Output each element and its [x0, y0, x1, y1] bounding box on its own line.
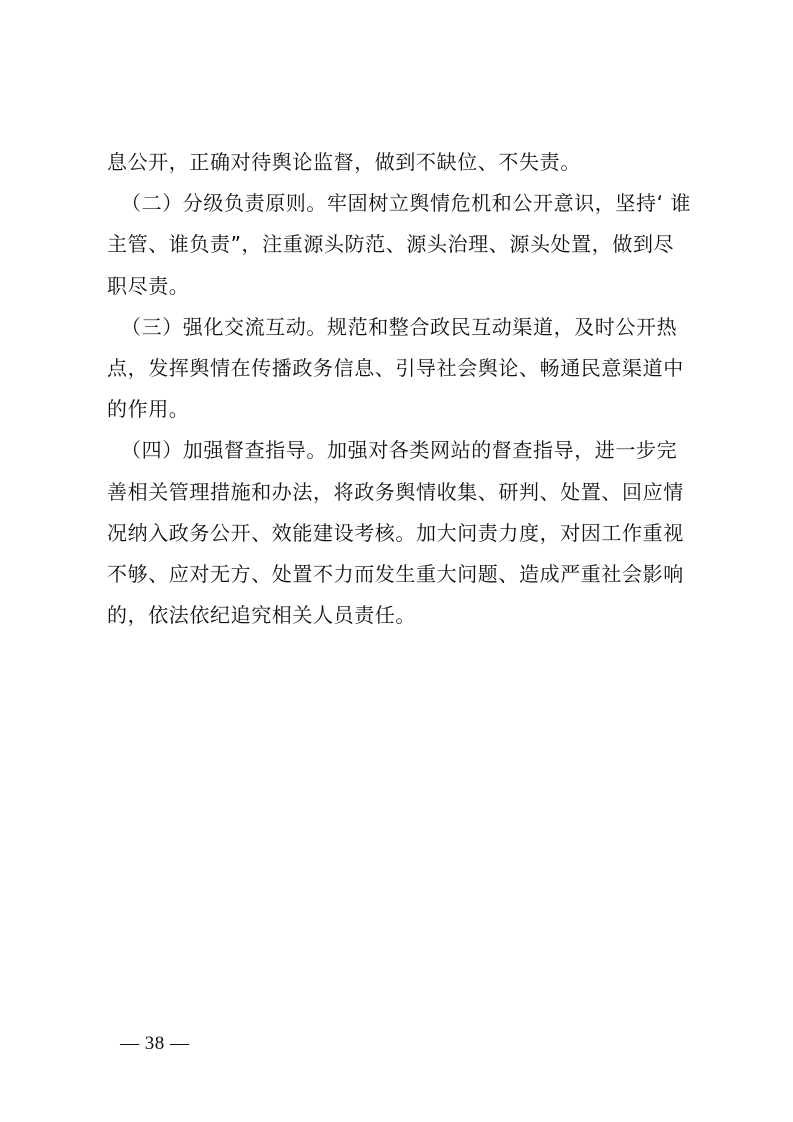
text-line-12: 的，依法依纪追究相关人员责任。 — [107, 603, 416, 628]
text-line-5: （三）强化交流互动。规范和整合政民互动渠道，及时公开热 — [121, 314, 678, 339]
text-line-2: （二）分级负责原则。牢固树立舆情危机和公开意识，坚持‘ 谁 — [121, 191, 692, 216]
text-line-6: 点，发挥舆情在传播政务信息、引导社会舆论、畅通民意渠道中 — [107, 355, 684, 380]
page-number: — 38 — — [120, 1033, 190, 1054]
body-text — [107, 142, 693, 636]
text-line-7: 的作用。 — [107, 397, 190, 422]
text-line-3: 主管、谁负责”，注重源头防范、源头治理、源头处置，做到尽 — [107, 232, 675, 257]
text-line-4: 职尽责。 — [107, 273, 190, 298]
text-line-8: （四）加强督查指导。加强对各类网站的督查指导，进一步完 — [121, 438, 678, 463]
text-line-9: 善相关管理措施和办法，将政务舆情收集、研判、处置、回应情 — [107, 479, 684, 504]
text-line-10: 况纳入政务公开、效能建设考核。加大问责力度，对因工作重视 — [107, 520, 684, 545]
text-line-11: 不够、应对无方、处置不力而发生重大问题、造成严重社会影响 — [107, 561, 684, 586]
text-line-1: 息公开，正确对待舆论监督，做到不缺位、不失责。 — [107, 150, 581, 174]
